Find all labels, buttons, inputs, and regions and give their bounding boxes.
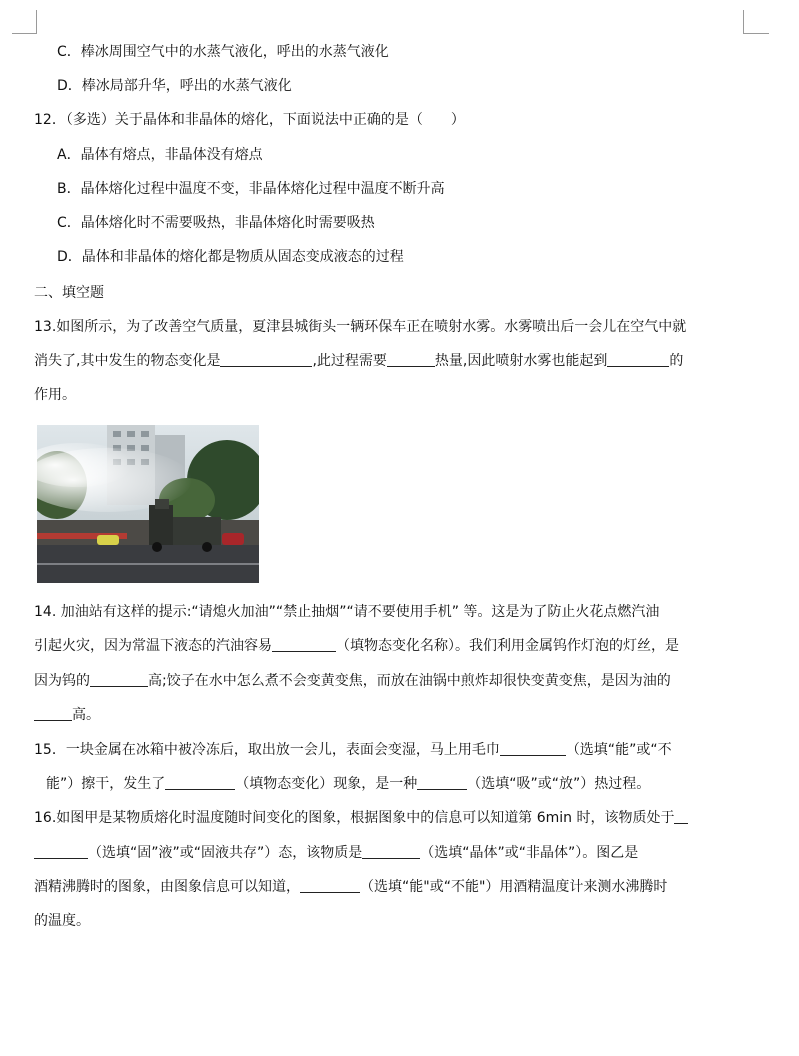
q14-line-1: 14. 加油站有这样的提示:“请熄火加油”“禁止抽烟”“请不要使用手机” 等。这是为了防止火花点燃汽油 xyxy=(34,604,660,620)
q14-line-3 xyxy=(34,671,671,691)
q14-text-c: 因为钨的 xyxy=(34,673,90,689)
q13-text-a: 消失了,其中发生的物态变化是 xyxy=(34,353,221,369)
q11-option-c: C．棒冰周围空气中的水蒸气液化，呼出的水蒸气液化 xyxy=(57,44,389,60)
q16-blank-1b[interactable] xyxy=(34,843,88,859)
q11-option-d: D．棒冰局部升华，呼出的水蒸气液化 xyxy=(57,78,292,94)
q13-line-2 xyxy=(34,351,683,371)
q15-text-a: 15．一块金属在冰箱中被冷冻后，取出放一会儿，表面会变湿，马上用毛巾 xyxy=(34,742,500,758)
q16-text-c: （选填“晶体”或“非晶体”）。图乙是 xyxy=(420,845,639,861)
q13-blank-3[interactable] xyxy=(607,351,669,367)
q15-blank-1[interactable] xyxy=(500,740,566,756)
q16-blank-1a[interactable] xyxy=(674,808,688,824)
section-title: 二、填空题 xyxy=(34,285,104,301)
spray-truck-photo xyxy=(37,425,259,583)
q14-text-b: （填物态变化名称）。我们利用金属钨作灯泡的灯丝，是 xyxy=(336,638,679,654)
q15-line-2 xyxy=(46,774,650,794)
crop-mark-top-right-horizontal xyxy=(743,33,769,34)
q14-blank-1[interactable] xyxy=(272,636,336,652)
crop-mark-top-right-vertical xyxy=(743,10,744,34)
q12-option-d: D．晶体和非晶体的熔化都是物质从固态变成液态的过程 xyxy=(57,249,404,265)
q14-blank-2[interactable] xyxy=(90,671,148,687)
crop-mark-top-left-vertical xyxy=(36,10,37,34)
q15-text-d: （填物态变化）现象，是一种 xyxy=(235,776,418,792)
q16-blank-3[interactable] xyxy=(300,877,360,893)
q14-text-a: 引起火灾，因为常温下液态的汽油容易 xyxy=(34,638,272,654)
q15-text-b: （选填“能”或“不 xyxy=(565,742,672,758)
q14-line-4 xyxy=(34,705,100,725)
q15-text-c: 能”）擦干，发生了 xyxy=(46,776,166,792)
q15-line-1 xyxy=(34,740,672,760)
q13-text-b: ,此过程需要 xyxy=(312,353,387,369)
q13-blank-1[interactable] xyxy=(220,351,312,367)
q16-text-b: （选填“固”液”或“固液共存”）态，该物质是 xyxy=(88,845,363,861)
q13-line-3: 作用。 xyxy=(34,387,76,403)
q13-line-1: 13.如图所示，为了改善空气质量，夏津县城街头一辆环保车正在喷射水雾。水雾喷出后一会儿在空气中就 xyxy=(34,319,687,335)
q13-blank-2[interactable] xyxy=(387,351,435,367)
q16-text-e: （选填“能"或“不能"）用酒精温度计来测水沸腾时 xyxy=(360,879,668,895)
q12-option-b: B．晶体熔化过程中温度不变，非晶体熔化过程中温度不断升高 xyxy=(57,181,445,197)
crop-mark-top-left-horizontal xyxy=(12,33,37,34)
q14-line-2 xyxy=(34,636,679,656)
spray-truck-image xyxy=(37,425,259,583)
q14-text-d: 高;饺子在水中怎么煮不会变黄变焦，而放在油锅中煎炸却很快变黄变焦，是因为油的 xyxy=(148,673,671,689)
q15-text-e: （选填“吸”或“放”）热过程。 xyxy=(467,776,651,792)
q13-text-c: 热量,因此喷射水雾也能起到 xyxy=(434,353,608,369)
q16-blank-2[interactable] xyxy=(362,843,420,859)
q16-line-3 xyxy=(34,877,667,897)
q12-stem: 12．（多选）关于晶体和非晶体的熔化，下面说法中正确的是（ ） xyxy=(34,112,465,128)
q15-blank-3[interactable] xyxy=(417,774,467,790)
q13-text-d: 的 xyxy=(669,353,684,369)
q16-text-d: 酒精沸腾时的图象，由图象信息可以知道， xyxy=(34,879,300,895)
q12-option-c: C．晶体熔化时不需要吸热，非晶体熔化时需要吸热 xyxy=(57,215,375,231)
q12-option-a: A．晶体有熔点，非晶体没有熔点 xyxy=(57,147,263,163)
q16-line-1 xyxy=(34,808,688,828)
q15-blank-2[interactable] xyxy=(165,774,235,790)
q16-line-2 xyxy=(34,843,638,863)
q14-text-e: 高。 xyxy=(72,707,100,723)
q16-text-a: 16.如图甲是某物质熔化时温度随时间变化的图象，根据图象中的信息可以知道第 6min 时，该物质处于 xyxy=(34,810,675,826)
q16-line-4: 的温度。 xyxy=(34,913,90,929)
q14-blank-3[interactable] xyxy=(34,705,72,721)
